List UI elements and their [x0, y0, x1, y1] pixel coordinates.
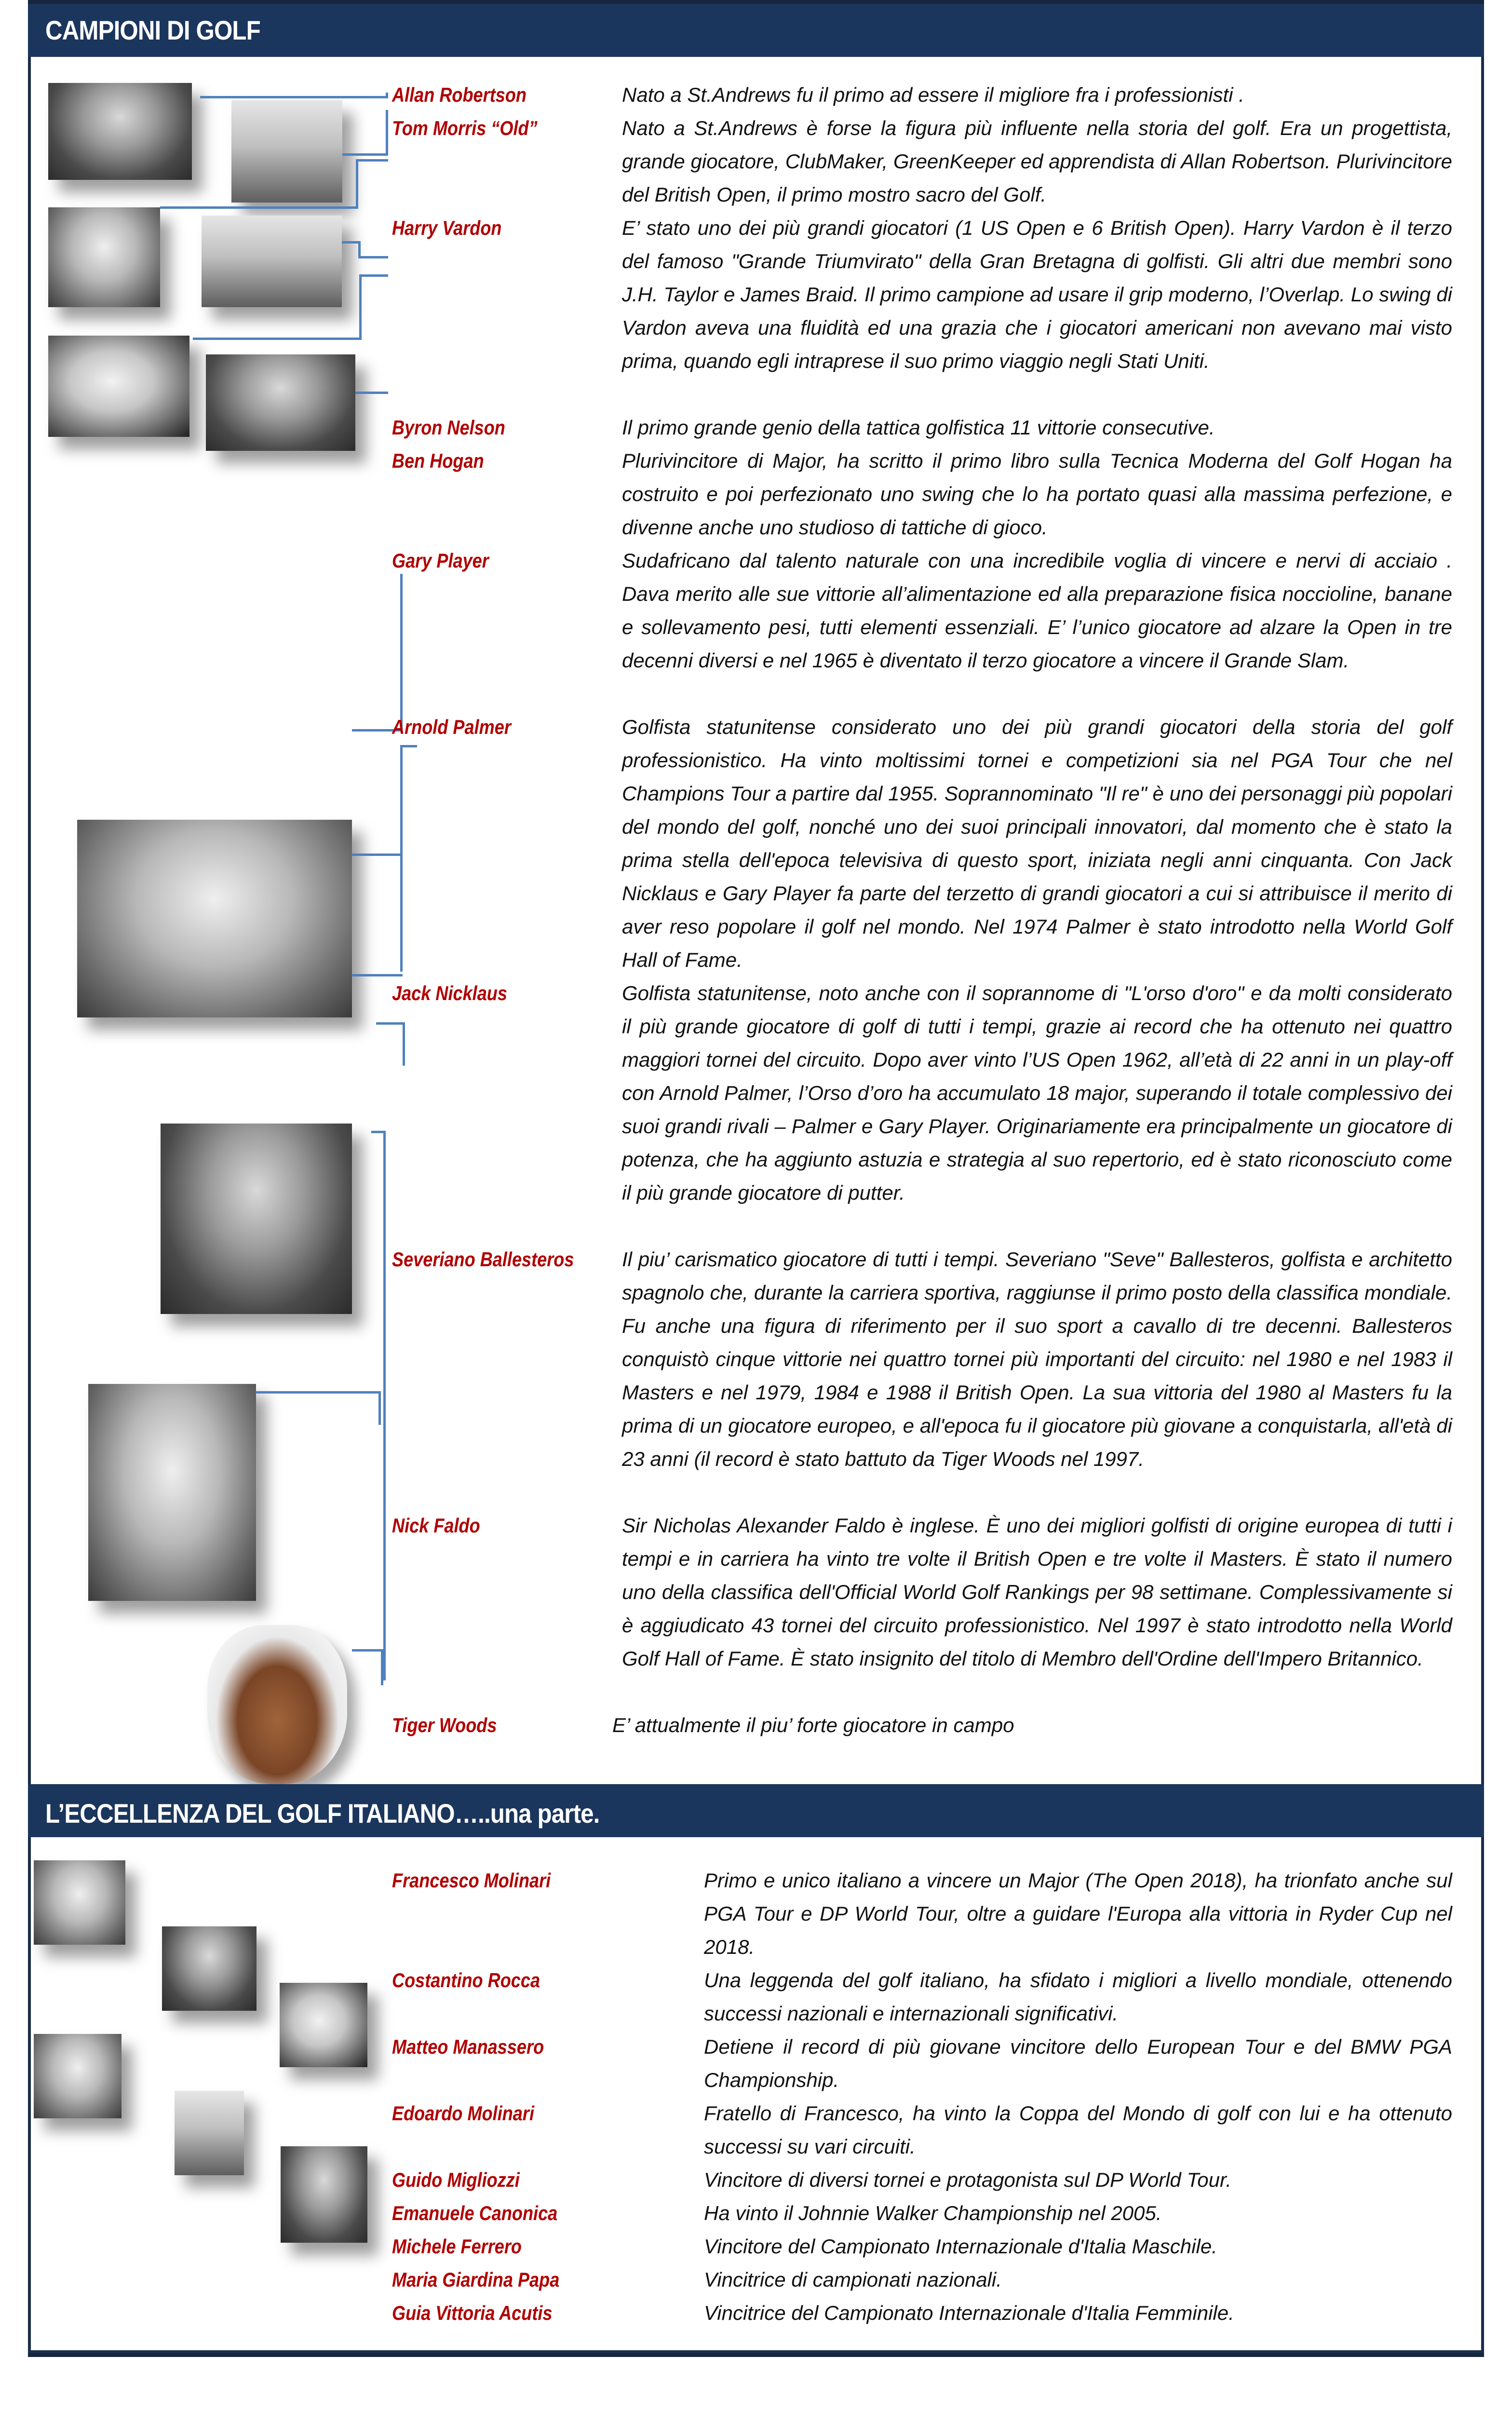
photo-byron-nelson: [202, 216, 342, 307]
connector-line: [358, 256, 388, 258]
photo-nick-faldo: [88, 1384, 256, 1601]
champion-name: Harry Vardon: [392, 217, 502, 239]
champion-name: Nick Faldo: [392, 1514, 480, 1537]
connector-line: [256, 1391, 381, 1394]
italian-description: Una leggenda del golf italiano, ha sfidato i migliori a livello mondiale, ottenendo successi nazionali e internazionali significativi.: [704, 1969, 1452, 2025]
champion-description: E’ attualmente il piu’ forte giocatore in campo: [612, 1714, 1014, 1736]
connector-line: [400, 745, 417, 747]
photo-emanuele-canonica: [281, 2146, 367, 2243]
champion-description: Nato a St.Andrews fu il primo ad essere il migliore fra i professionisti .: [622, 83, 1244, 106]
photo-matteo-manassero: [280, 1983, 367, 2067]
italian-description: Vincitore del Campionato Internazionale d'Italia Maschile.: [704, 2235, 1217, 2258]
photo-severiano-ballesteros: [161, 1124, 352, 1314]
champion-name: Allan Robertson: [392, 83, 526, 106]
champion-name: Arnold Palmer: [392, 716, 511, 738]
italian-name: Maria Giardina Papa: [392, 2268, 560, 2291]
connector-line: [355, 392, 388, 394]
italian-name: Michele Ferrero: [392, 2235, 522, 2258]
champion-name: Jack Nicklaus: [392, 982, 507, 1004]
champion-name: Tiger Woods: [392, 1714, 497, 1736]
connector-line: [383, 1131, 386, 1680]
connector-line: [359, 274, 362, 340]
connector-line: [403, 1022, 405, 1066]
champion-name: Ben Hogan: [392, 449, 484, 472]
italian-description: Vincitrice del Campionato Internazionale d'Italia Femminile.: [704, 2302, 1234, 2324]
photo-guido-migliozzi: [175, 2091, 244, 2175]
italian-name: Edoardo Molinari: [392, 2102, 534, 2125]
photo-allan-robertson: [48, 83, 192, 180]
champion-description: Sudafricano dal talento naturale con una incredibile voglia di vincere e nervi di acciaio . Dava merito alle sue vittorie all’alimentazione ed alla preparazione fisica noccioline, banane e sollevamento pesi, tutti elementi essenziali. E’ l’unico giocatore ad alzare la Open in tre decenni diversi e nel 1965 è diventato il terzo giocatore a vincere il Grande Slam.: [622, 549, 1452, 672]
champion-name: Tom Morris “Old”: [392, 117, 538, 139]
champion-name: Severiano Ballesteros: [392, 1248, 574, 1271]
champion-description: Il piu’ carismatico giocatore di tutti i tempi. Severiano "Seve" Ballesteros, golfista e architetto spagnolo che, durante la carriera sportiva, raggiunse il primo posto della classifica mondiale. Fu anche una figura di riferimento per il suo sport a cavallo di tre decenni. Ballesteros conquistò cinque vittorie nei quattro tornei più importanti del circuito: nel 1980 e nel 1983 il Masters e nel 1979, 1984 e 1988 il British Open. La sua vittoria del 1980 al Masters fu la prima di un giocatore europeo, e all'epoca fu il giocatore più giovane a conquistarla, all'età di 23 anni (il record è stato battuto da Tiger Woods nel 1997.: [622, 1248, 1452, 1470]
champion-description: Plurivincitore di Major, ha scritto il primo libro sulla Tecnica Moderna del Golf Hogan ha costruito e poi perfezionato uno swing che lo ha portato quasi alla massima perfezione, e divenne anche uno studioso di tattiche di gioco.: [622, 449, 1452, 539]
champion-description: E’ stato uno dei più grandi giocatori (1 US Open e 6 British Open). Harry Vardon è il terzo del famoso "Grande Triumvirato" della Gran Bretagna di golfisti. Gli altri due membri sono J.H. Taylor e James Braid. Il primo campione ad usare il grip moderno, l’Overlap. Lo swing di Vardon aveva una fluidità ed una grazia che i giocatori americani non avevano mai visto prima, quando egli intraprese il suo primo viaggio negli Stati Uniti.: [622, 217, 1452, 372]
connector-line: [400, 574, 403, 731]
italian-name: Francesco Molinari: [392, 1869, 551, 1892]
italian-description: Fratello di Francesco, ha vinto la Coppa del Mondo di golf con lui e ha ottenuto successi su vari circuiti.: [704, 2102, 1452, 2158]
champion-name: Gary Player: [392, 549, 489, 572]
italian-description: Primo e unico italiano a vincere un Major (The Open 2018), ha trionfato anche sul PGA Tour e DP World Tour, oltre a guidare l'Europa alla vittoria in Ryder Cup nel 2018.: [704, 1869, 1452, 1958]
connector-line: [352, 1649, 383, 1652]
photo-francesco-molinari: [34, 1860, 125, 1945]
connector-line: [376, 1022, 405, 1025]
section-title: L’ECCELLENZA DEL GOLF ITALIANO…..una parte.: [45, 1798, 600, 1829]
connector-line: [359, 274, 388, 277]
connector-line: [378, 1391, 381, 1425]
champion-description: Il primo grande genio della tattica golfistica 11 vittorie consecutive.: [622, 416, 1215, 439]
italian-description: Vincitrice di campionati nazionali.: [704, 2268, 1002, 2291]
champion-description: Nato a St.Andrews è forse la figura più influente nella storia del golf. Era un progettista, grande giocatore, ClubMaker, GreenKeeper ed apprendista di Allan Robertson. Plurivincitore del British Open, il primo mostro sacro del Golf.: [622, 117, 1452, 206]
connector-line: [200, 96, 388, 98]
photo-gary-player: [206, 354, 355, 451]
connector-line: [352, 853, 403, 856]
photo-harry-vardon: [48, 207, 160, 307]
champion-name: Byron Nelson: [392, 416, 505, 439]
italian-name: Matteo Manassero: [392, 2035, 544, 2058]
photo-tom-morris: [231, 100, 342, 203]
connector-line: [386, 93, 388, 98]
champion-description: Golfista statunitense considerato uno dei più grandi giocatori della storia del golf professionistico. Ha vinto moltissimi tornei e competizioni sia nel PGA Tour che nel Champions Tour a partire dal 1955. Soprannominato "Il re" è uno dei personaggi più popolari del mondo del golf, nonché uno dei suoi principali innovatori, dal momento che è stato la prima stella dell'epoca televisiva di questo sport, iniziata negli anni cinquanta. Con Jack Nicklaus e Gary Player fa parte del terzetto di grandi giocatori a cui si attribuisce il merito di aver reso popolare il golf nel mondo. Nel 1974 Palmer è stato introdotto nella World Golf Hall of Fame.: [622, 716, 1452, 971]
connector-line: [356, 159, 358, 209]
photo-tiger-woods: [207, 1625, 347, 1784]
section-header-champions: [28, 0, 1484, 57]
photo-palmer-nicklaus: [77, 820, 352, 1017]
connector-line: [193, 338, 362, 340]
italian-name: Guia Vittoria Acutis: [392, 2302, 553, 2324]
italian-name: Emanuele Canonica: [392, 2202, 558, 2224]
photo-costantino-rocca: [162, 1926, 256, 2011]
italian-description: Detiene il record di più giovane vincitore dello European Tour e del BMW PGA Championship.: [704, 2035, 1452, 2091]
photo-edoardo-molinari: [34, 2034, 122, 2118]
italian-name: Guido Migliozzi: [392, 2168, 520, 2191]
connector-line: [342, 153, 388, 156]
italian-name: Costantino Rocca: [392, 1969, 540, 1991]
connector-line: [386, 110, 388, 156]
section-header-italian: [28, 1784, 1484, 1837]
champion-description: Sir Nicholas Alexander Faldo è inglese. È uno dei migliori golfisti di origine europea di tutti i tempi e in carriera ha vinto tre volte il British Open e tre volte il Masters. È stato il numero uno della classifica dell'Official World Golf Rankings per 98 settimane. Complessivamente si è aggiudicato 43 tornei del circuito professionistico. Nel 1997 è stato introdotto nella World Golf Hall of Fame. È stato insignito del titolo di Membro dell'Ordine dell'Impero Britannico.: [622, 1514, 1452, 1670]
champion-description: Golfista statunitense, noto anche con il soprannome di "L'orso d'oro" e da molti considerato il più grande giocatore di golf di tutti i tempi, grazie ai record che ha ottenuto nei quattro maggiori tornei del circuito. Dopo aver vinto l’US Open 1962, all’età di 22 anni in un play-off con Arnold Palmer, l’Orso d’oro ha accumulato 18 major, superando il totale complessivo dei suoi grandi rivali – Palmer e Gary Player. Originariamente era principalmente un giocatore di potenza, che ha aggiunto astuzia e strategia al suo repertorio, ed è stato riconosciuto come il più grande giocatore di putter.: [622, 982, 1452, 1204]
connector-line: [342, 241, 360, 244]
connector-line: [371, 1131, 386, 1133]
section-title: CAMPIONI DI GOLF: [45, 15, 260, 45]
italian-description: Vincitore di diversi tornei e protagonista sul DP World Tour.: [704, 2168, 1232, 2191]
connector-line: [381, 1649, 383, 1685]
connector-line: [356, 159, 388, 162]
photo-ben-hogan: [48, 336, 189, 437]
connector-line: [400, 745, 403, 972]
connector-line: [160, 206, 358, 209]
italian-description: Ha vinto il Johnnie Walker Championship nel 2005.: [704, 2202, 1162, 2224]
